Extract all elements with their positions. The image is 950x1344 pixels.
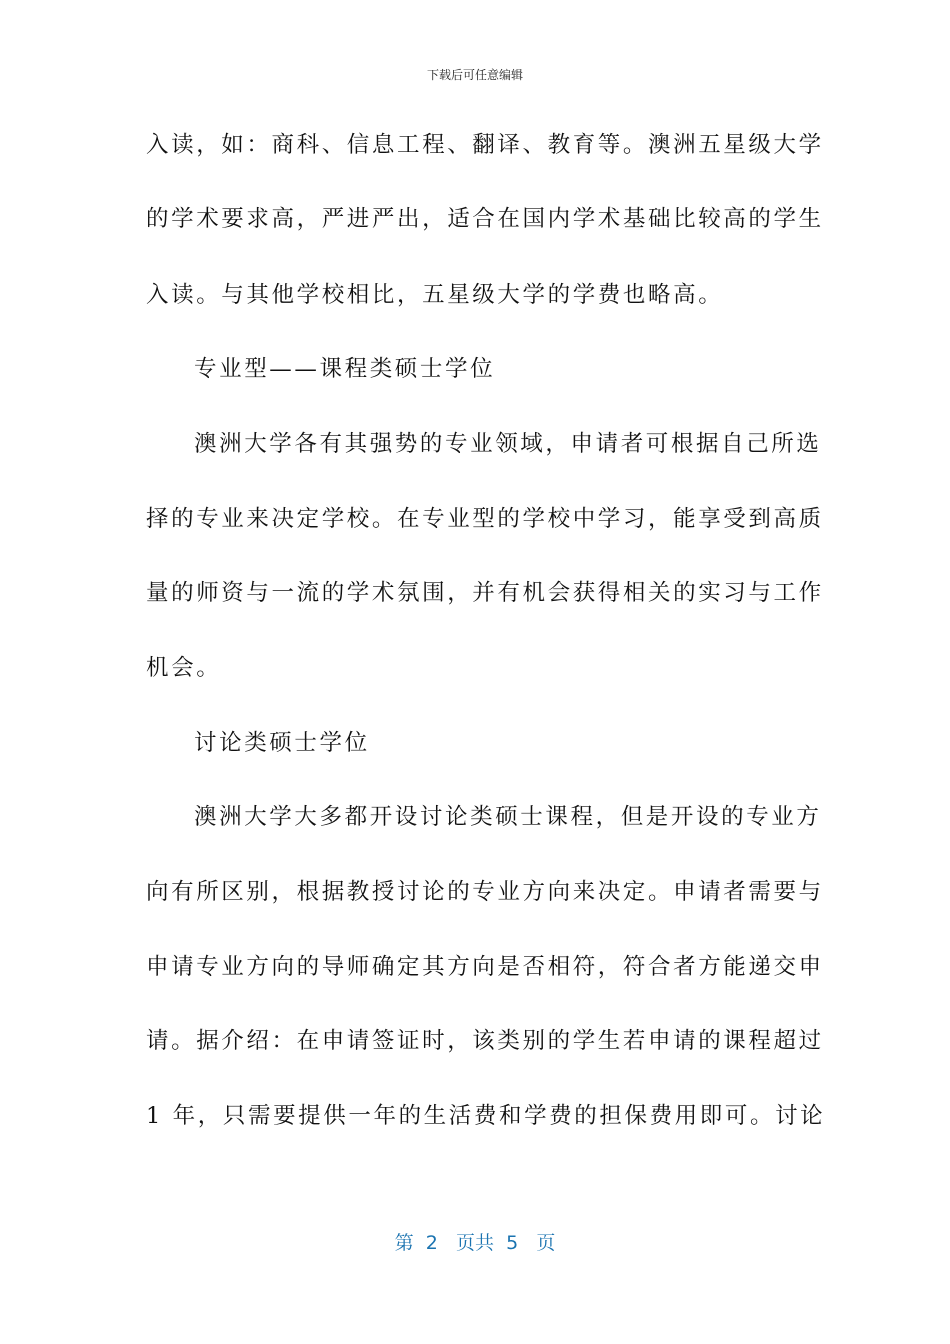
body-line-11: 向有所区别，根据教授讨论的专业方向来决定。申请者需要与 <box>146 879 824 905</box>
body-line-14: 1 年，只需要提供一年的生活费和学费的担保费用即可。讨论 <box>146 1103 826 1129</box>
body-line-10: 澳洲大学大多都开设讨论类硕士课程，但是开设的专业方 <box>194 804 822 830</box>
section-heading-professional: 专业型——课程类硕士学位 <box>194 356 496 382</box>
body-line-7: 量的师资与一流的学术氛围，并有机会获得相关的实习与工作 <box>146 580 824 606</box>
section-heading-research: 讨论类硕士学位 <box>194 730 370 756</box>
body-line-6: 择的专业来决定学校。在专业型的学校中学习，能享受到高质 <box>146 506 824 532</box>
body-line-13: 请。据介绍：在申请签证时，该类别的学生若申请的课程超过 <box>146 1028 824 1054</box>
body-line-8: 机会。 <box>146 655 222 681</box>
body-line-2: 的学术要求高，严进严出，适合在国内学术基础比较高的学生 <box>146 206 824 232</box>
footer-suffix: 页 <box>536 1232 556 1254</box>
body-line-5: 澳洲大学各有其强势的专业领域，申请者可根据自己所选 <box>194 431 822 457</box>
body-line-3: 入读。与其他学校相比，五星级大学的学费也略高。 <box>146 282 724 308</box>
footer-total-pages: 5 <box>506 1232 519 1254</box>
page-header: 下载后可任意编辑 <box>426 68 523 82</box>
footer-page-number: 2 <box>425 1232 438 1254</box>
footer-prefix: 第 <box>394 1232 414 1254</box>
footer-middle: 页共 <box>455 1232 494 1254</box>
page-footer <box>0 1228 950 1255</box>
body-line-1: 入读，如：商科、信息工程、翻译、教育等。澳洲五星级大学 <box>146 132 824 158</box>
body-line-12: 申请专业方向的导师确定其方向是否相符，符合者方能递交申 <box>146 954 824 980</box>
